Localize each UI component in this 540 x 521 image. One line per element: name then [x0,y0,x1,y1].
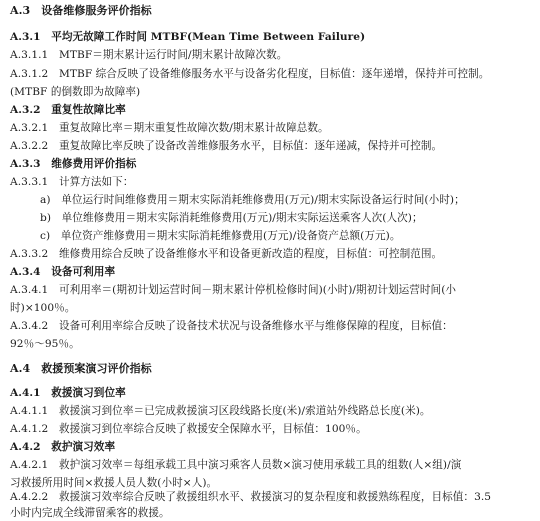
clause-a422-line1: A.4.2.2 救援演习效率综合反映了救援组织水平、救援演习的复杂程度和救援熟练程度，目标值：3.5 [10,491,492,503]
list-item-b: b) 单位维修费用＝期末实际消耗维修费用(万元)/期末实际运送乘客人次(人次)； [40,212,423,224]
section-a33-heading: A.3.3 维修费用评价指标 [10,158,137,170]
section-a41-heading: A.4.1 救援演习到位率 [10,387,126,399]
clause-a342-line1: A.3.4.2 设备可利用率综合反映了设备技术状况与设备维修水平与维修保障的程度，目标值： [10,320,453,332]
list-item-c: c) 单位资产维修费用＝期末实际消耗维修费用(万元)/设备资产总额(万元)。 [40,230,401,242]
clause-a341-line2: 时)×100％。 [10,302,76,314]
list-item-a: a) 单位运行时间维修费用＝期末实际消耗维修费用(万元)/期末实际设备运行时间(小时)； [40,194,465,206]
clause-a322: A.3.2.2 重复故障比率反映了设备改善维修服务水平，目标值：逐年递减，保持并可控制。 [10,140,443,152]
clause-a312-line1: A.3.1.2 MTBF 综合反映了设备维修服务水平与设备劣化程度，目标值：逐年递增，保持并可控制。 [10,68,490,80]
clause-a331: A.3.3.1 计算方法如下： [10,176,134,188]
section-a32-heading: A.3.2 重复性故障比率 [10,104,126,116]
clause-a311: A.3.1.1 MTBF＝期末累计运行时间/期末累计故障次数。 [10,49,288,61]
clause-a411: A.4.1.1 救援演习到位率＝已完成救援演习区段线路长度(米)/索道站外线路总长度(米)。 [10,405,431,417]
section-a42-heading: A.4.2 救护演习效率 [10,441,116,453]
clause-a341-line1: A.3.4.1 可利用率＝(期初计划运营时间－期末累计停机检修时间)(小时)/期初计划运营时间(小 [10,284,457,296]
clause-a321: A.3.2.1 重复故障比率＝期末重复性故障次数/期末累计故障总数。 [10,122,329,134]
clause-a312-line2: (MTBF 的倒数即为故障率) [10,86,141,98]
section-a4-heading: A.4 救援预案演习评价指标 [10,362,152,375]
clause-a421-line2: 习救援所用时间×救援人员人数(小时×人)。 [10,477,218,489]
section-a3-heading: A.3 设备维修服务评价指标 [10,4,152,17]
clause-a332: A.3.3.2 维修费用综合反映了设备维修水平和设备更新改造的程度，目标值：可控制范围。 [10,248,443,260]
section-a34-heading: A.3.4 设备可利用率 [10,266,116,278]
clause-a412: A.4.1.2 救援演习到位率综合反映了救援安全保障水平，目标值：100％。 [10,423,367,435]
clause-a421-line1: A.4.2.1 救护演习效率＝每组承载工具中演习乘客人员数×演习使用承载工具的组数(人×组)/演 [10,459,462,471]
section-a31-heading: A.3.1 平均无故障工作时间 MTBF(Mean Time Between Failure) [10,31,366,43]
clause-a422-line2: 小时内完成全线滞留乘客的救援。 [10,507,170,519]
clause-a342-line2: 92％～95％。 [10,338,80,350]
